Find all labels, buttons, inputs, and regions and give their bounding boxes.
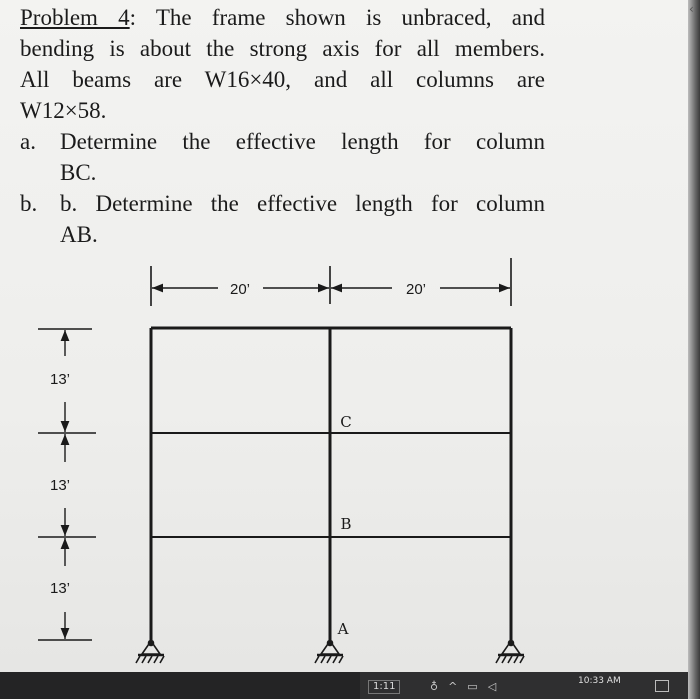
story-dim-3: 13’ [49,371,71,388]
story-dim-2: 13’ [49,477,71,494]
taskbar-window-button[interactable]: 1:11 [368,680,400,694]
monitor-bezel [688,0,700,699]
problem-line-2: bending is about the strong axis for all members. [20,36,545,61]
taskbar-shadow [0,672,360,699]
tray-icons[interactable] [430,680,506,693]
problem-line-1-rest: : The frame shown is unbraced, and [129,5,545,30]
question-b-line-2: AB. [60,222,98,247]
taskbar [0,672,688,699]
question-b-marker: b. [20,191,38,216]
taskbar-clock[interactable]: 10:33 AM [578,676,621,686]
node-label-b: B [340,515,352,533]
question-b-line-1: b. Determine the effective length for column [60,191,545,216]
node-label-a: A [337,620,349,638]
problem-line-4: W12×58. [20,98,107,123]
question-a-line-1: Determine the effective length for column [60,129,545,154]
chevron-up-icon[interactable]: ^ [448,680,468,693]
pin-support-right [496,641,524,664]
problem-heading: Problem 4 [20,5,130,30]
story-dim-1: 13’ [49,580,71,597]
question-a-line-2: BC. [60,160,97,185]
bay-dim-2: 20’ [405,281,427,298]
problem-line-3: All beams are W16×40, and all columns are [20,67,545,92]
question-a-marker: a. [20,129,36,154]
chevron-left-icon: ‹ [689,2,694,16]
node-label-c: C [340,413,352,431]
people-icon[interactable]: ♁ [430,680,449,693]
volume-icon[interactable]: ◁ [487,680,507,693]
pin-support-middle [315,641,343,664]
bay-dim-1: 20’ [229,281,251,298]
notification-icon[interactable] [655,680,669,692]
pin-support-left [136,641,164,664]
battery-icon[interactable]: ▭ [467,680,488,693]
